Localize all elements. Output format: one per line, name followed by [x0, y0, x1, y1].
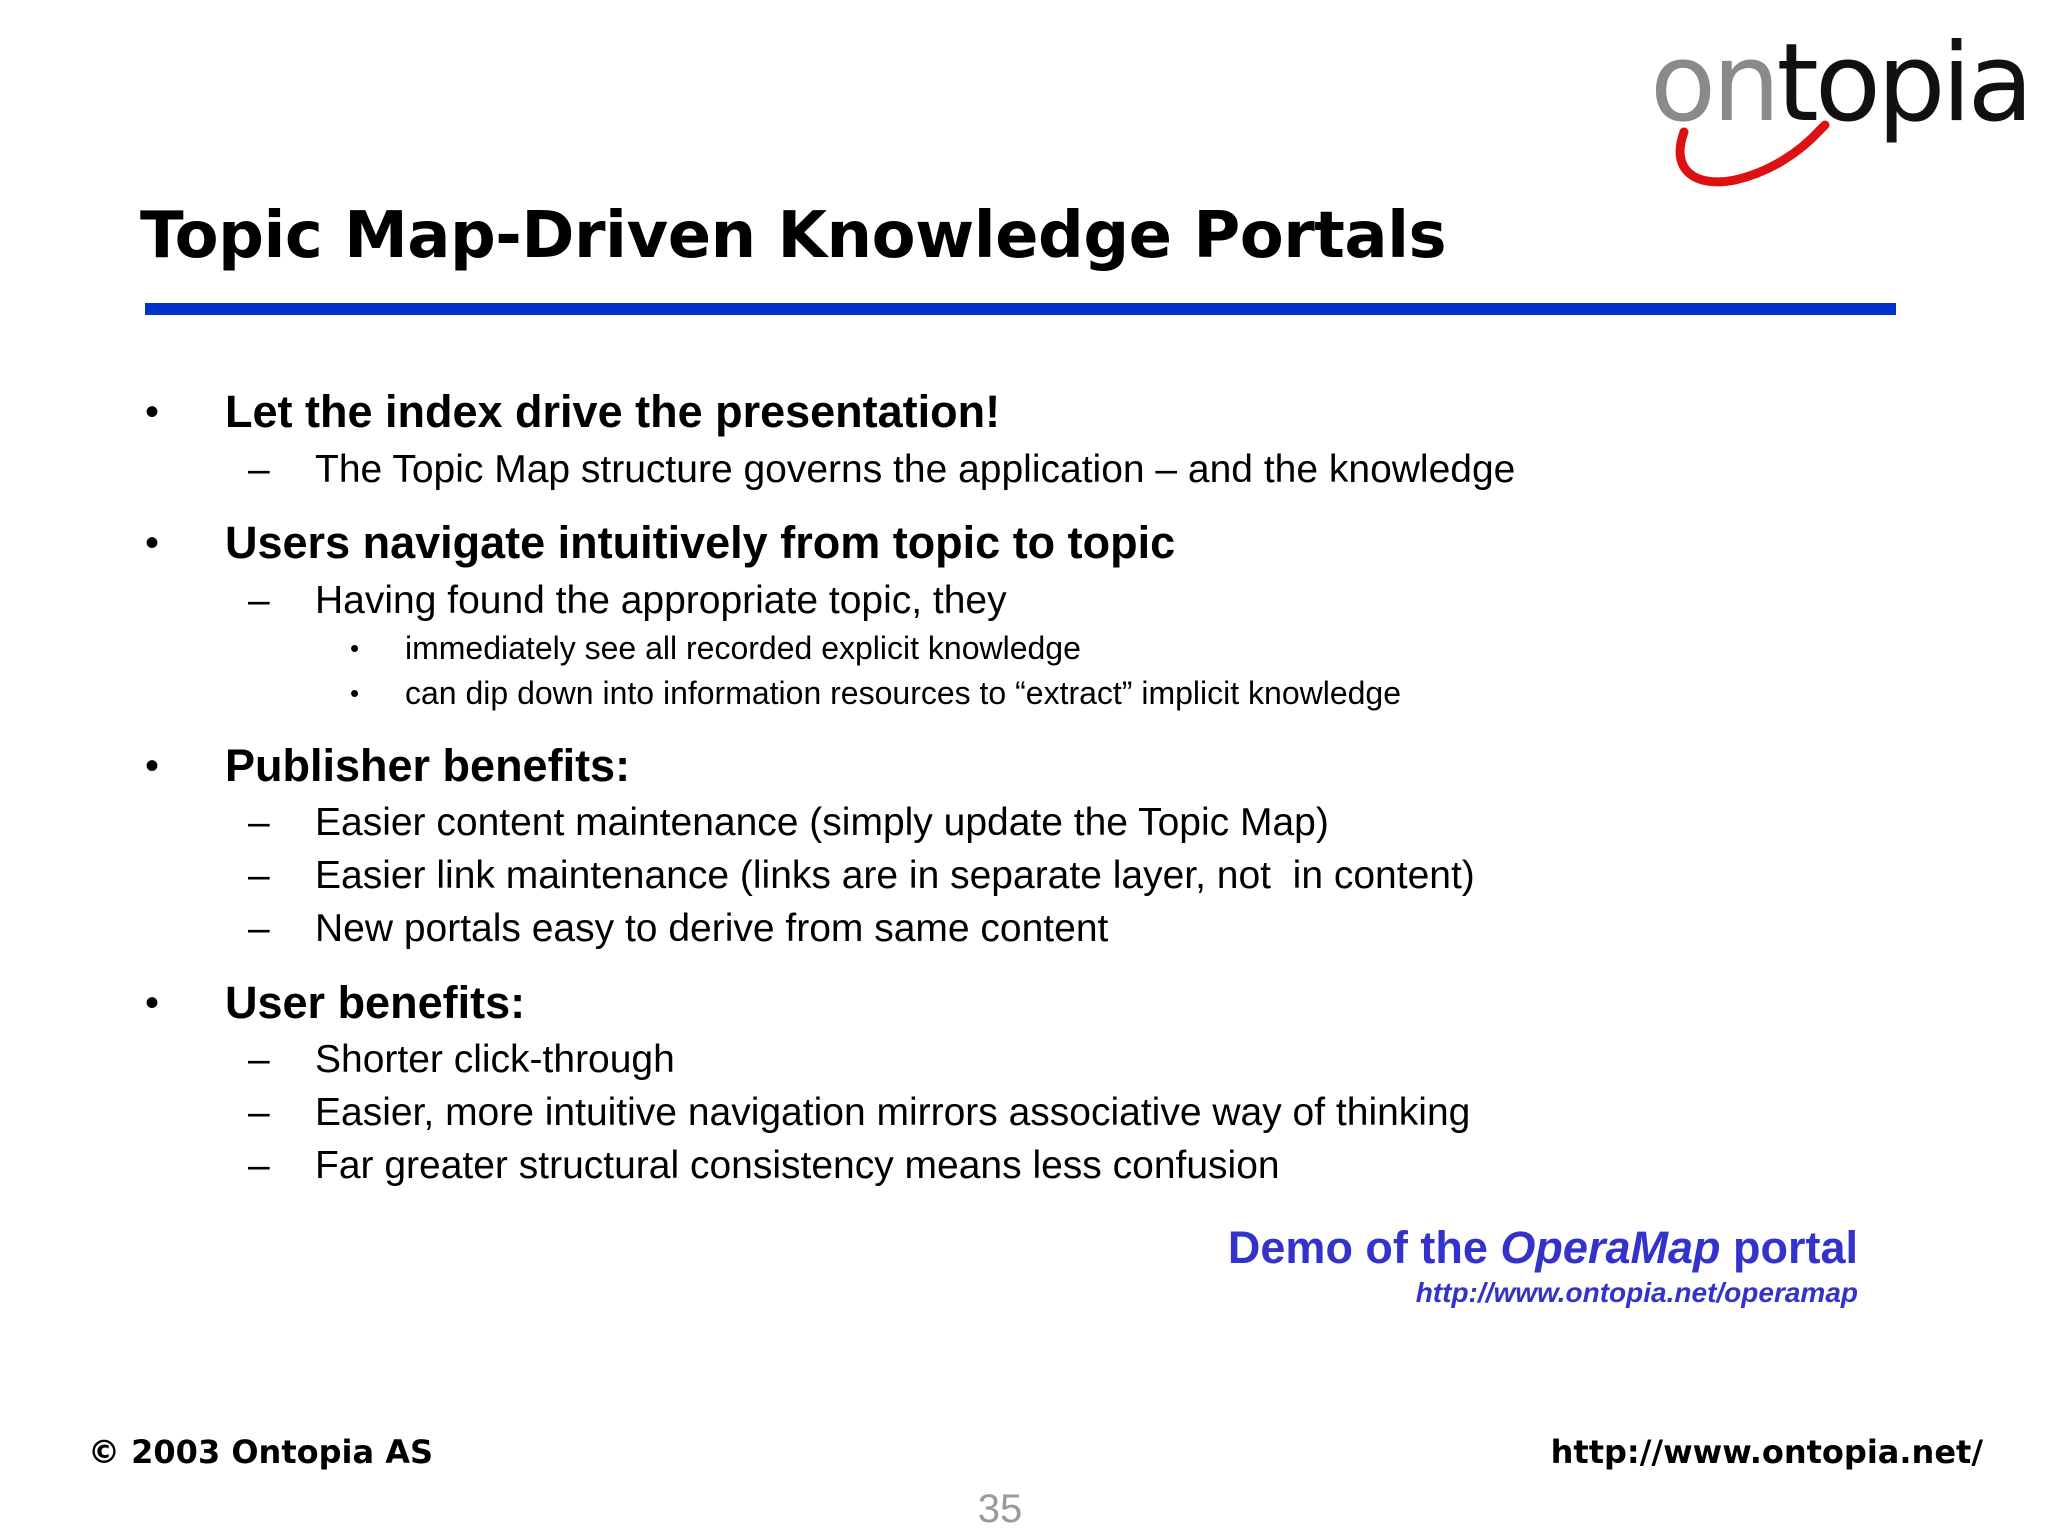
dash-marker: –: [248, 1091, 270, 1134]
bullet-item: Publisher benefits:: [225, 740, 631, 791]
ontopia-logo: [1640, 20, 2040, 195]
footer-url-link[interactable]: http://www.ontopia.net/: [1550, 1433, 1983, 1471]
sub-item: The Topic Map structure governs the application – and the knowledge: [315, 448, 1516, 491]
bullet-item: User benefits:: [225, 977, 526, 1028]
sub-item: Shorter click-through: [315, 1038, 675, 1081]
dash-marker: –: [248, 1144, 270, 1187]
demo-url-link[interactable]: http://www.ontopia.net/operamap: [1415, 1277, 1858, 1308]
sub-item: Easier, more intuitive navigation mirrors associative way of thinking: [315, 1091, 1471, 1134]
bullet-marker: •: [145, 521, 160, 565]
sub-item: Far greater structural consistency means less confusion: [315, 1144, 1280, 1187]
copyright-notice: © 2003 Ontopia AS: [88, 1433, 434, 1471]
dash-marker: –: [248, 801, 270, 844]
demo-title-prefix: Demo of the: [1227, 1222, 1501, 1273]
sub-bullet-marker: •: [350, 633, 360, 663]
dash-marker: –: [248, 854, 270, 897]
sub-item: Easier content maintenance (simply update the Topic Map): [315, 801, 1329, 844]
slide-title: Topic Map-Driven Knowledge Portals: [140, 199, 1447, 273]
bullet-marker: •: [145, 981, 160, 1025]
demo-portal-name: OperaMap: [1500, 1222, 1721, 1273]
bullet-marker: •: [145, 744, 160, 788]
dash-marker: –: [248, 579, 270, 622]
sub-item: New portals easy to derive from same content: [315, 907, 1109, 950]
demo-callout: [1228, 1220, 1858, 1310]
title-rule: [145, 303, 1896, 315]
logo-prefix: on: [1650, 21, 1777, 146]
demo-title-suffix: portal: [1720, 1222, 1858, 1273]
sub-item: Easier link maintenance (links are in separate layer, not in content): [315, 854, 1475, 897]
logo-wordmark: [1650, 21, 2030, 146]
dash-marker: –: [248, 1038, 270, 1081]
dash-marker: –: [248, 448, 270, 491]
sub-sub-item: can dip down into information resources to “extract” implicit knowledge: [405, 675, 1402, 711]
sub-bullet-marker: •: [350, 678, 360, 708]
ontopia-logo-graphic: [1640, 20, 2040, 195]
bullet-marker: •: [145, 390, 160, 434]
bullet-item: Let the index drive the presentation!: [225, 386, 1001, 437]
page-number: 35: [977, 1487, 1023, 1531]
sub-item: Having found the appropriate topic, they: [315, 579, 1007, 622]
sub-sub-item: immediately see all recorded explicit knowledge: [405, 630, 1081, 666]
bullet-item: Users navigate intuitively from topic to topic: [225, 517, 1176, 568]
dash-marker: –: [248, 907, 270, 950]
logo-suffix: topia: [1776, 21, 2030, 146]
demo-title: [1228, 1220, 1858, 1276]
